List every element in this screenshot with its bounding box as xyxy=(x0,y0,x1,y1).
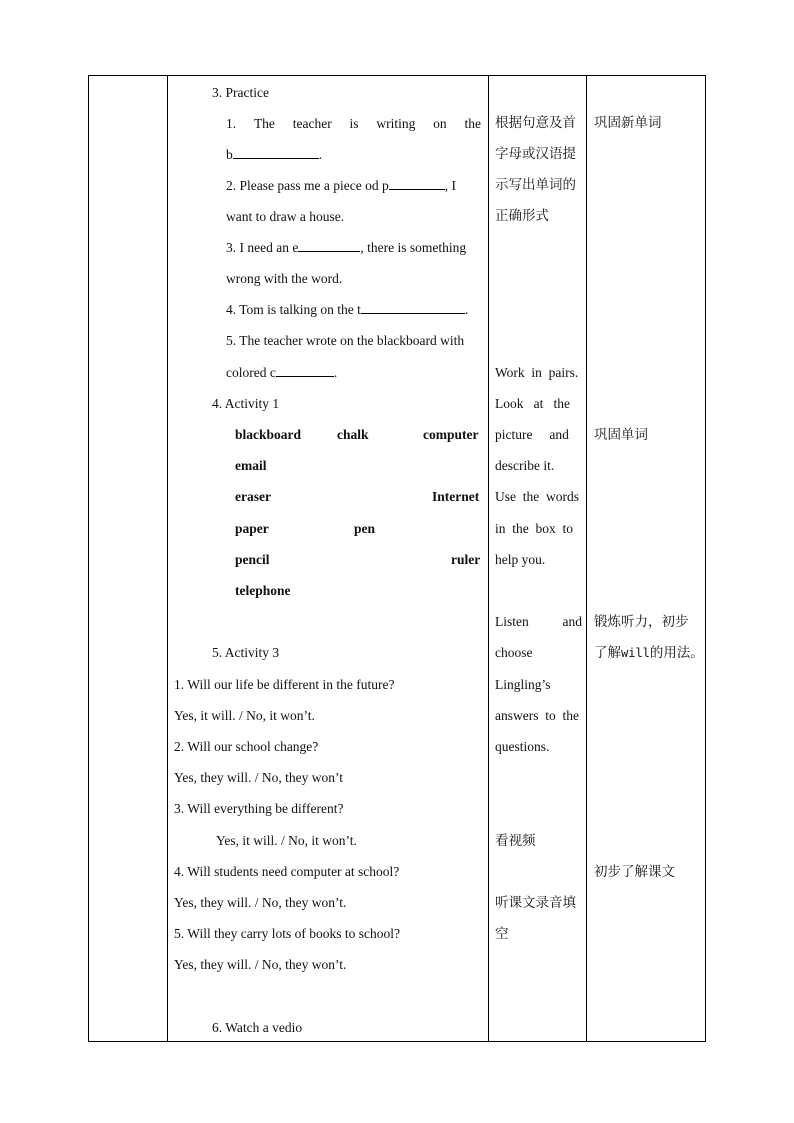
purpose-text: 了解 xyxy=(594,645,621,661)
purpose-note: 初步了解课文 xyxy=(594,864,675,880)
word-paper: paper xyxy=(235,521,269,536)
activity-note: Work in pairs. xyxy=(495,365,579,380)
q4-end: . xyxy=(464,302,469,317)
purpose-note: 巩固单词 xyxy=(594,427,648,443)
practice-q3-line2: wrong with the word. xyxy=(226,271,343,286)
purpose-note xyxy=(594,645,704,661)
q5-blank[interactable] xyxy=(276,365,334,377)
word-internet: Internet xyxy=(432,489,480,504)
activity1-heading: 4. Activity 1 xyxy=(212,396,280,411)
column-divider xyxy=(586,75,587,1042)
word-blackboard: blackboard xyxy=(235,427,302,442)
activity-note: Use the words xyxy=(495,489,579,504)
activity3-answer: Yes, they will. / No, they won’t. xyxy=(174,957,347,972)
activity3-answer: Yes, it will. / No, it won’t. xyxy=(174,708,315,723)
practice-q5-line2 xyxy=(226,365,337,381)
q1-letter: b xyxy=(226,147,233,162)
q1-blank[interactable] xyxy=(233,147,319,159)
activity-note: 看视频 xyxy=(495,833,536,849)
column-divider xyxy=(167,75,168,1042)
watch-heading: 6. Watch a vedio xyxy=(212,1020,303,1035)
practice-q1-line1 xyxy=(226,116,481,132)
word-ruler: ruler xyxy=(451,552,481,567)
practice-q2-line2: want to draw a house. xyxy=(226,209,345,224)
purpose-note: 巩固新单词 xyxy=(594,115,662,131)
table-border-top xyxy=(88,75,706,76)
q4-blank[interactable] xyxy=(361,302,465,314)
activity-note: 示写出单词的 xyxy=(495,177,576,193)
q1-word: writing xyxy=(376,116,416,131)
activity-note: Listen and xyxy=(495,614,582,629)
q1-word: The xyxy=(253,116,275,131)
activity-note: answers to the xyxy=(495,708,579,723)
activity3-question: 2. Will our school change? xyxy=(174,739,319,754)
q5-end: . xyxy=(333,365,338,380)
q4-text: 4. Tom is talking on the t xyxy=(226,302,361,317)
practice-q4 xyxy=(226,302,468,318)
practice-q3-line1 xyxy=(226,240,466,256)
activity3-answer: Yes, they will. / No, they won’t. xyxy=(174,895,347,910)
word-chalk: chalk xyxy=(337,427,369,442)
q1-word: on xyxy=(433,116,447,131)
activity3-heading: 5. Activity 3 xyxy=(212,645,280,660)
word-computer: computer xyxy=(423,427,479,442)
activity-note: 根据句意及首 xyxy=(495,115,576,131)
activity3-question: 1. Will our life be different in the future? xyxy=(174,677,395,692)
q2-text-end: , I xyxy=(444,178,456,193)
table-border-bottom xyxy=(88,1041,706,1042)
q3-blank[interactable] xyxy=(298,240,360,252)
purpose-keyword: will xyxy=(621,646,650,660)
activity-note: in the box to xyxy=(495,521,573,536)
word-pen: pen xyxy=(354,521,376,536)
word-eraser: eraser xyxy=(235,489,271,504)
table-border-right xyxy=(705,75,706,1042)
table-border-left xyxy=(88,75,89,1042)
practice-q5-line1: 5. The teacher wrote on the blackboard with xyxy=(226,333,465,348)
activity-note: help you. xyxy=(495,552,546,567)
activity-note: 正确形式 xyxy=(495,208,549,224)
q3-text-end: , there is something xyxy=(360,240,467,255)
activity-note: choose xyxy=(495,645,533,660)
q2-text: 2. Please pass me a piece od p xyxy=(226,178,389,193)
practice-heading: 3. Practice xyxy=(212,85,269,100)
word-email: email xyxy=(235,458,267,473)
q1-number: 1. xyxy=(226,116,237,131)
q2-blank[interactable] xyxy=(389,178,445,190)
q5-text: colored c xyxy=(226,365,276,380)
purpose-text: 的用法。 xyxy=(649,645,704,661)
practice-q2-line1 xyxy=(226,178,456,194)
activity3-question: 3. Will everything be different? xyxy=(174,801,344,816)
activity-note: questions. xyxy=(495,739,550,754)
q1-word: is xyxy=(349,116,359,131)
activity-note: picture and xyxy=(495,427,569,442)
q3-text: 3. I need an e xyxy=(226,240,299,255)
activity3-question: 4. Will students need computer at school? xyxy=(174,864,400,879)
activity-note: 字母或汉语提 xyxy=(495,146,576,162)
activity-note: Look at the xyxy=(495,396,570,411)
activity3-answer: Yes, it will. / No, it won’t. xyxy=(216,833,357,848)
purpose-note: 锻炼听力，初步 xyxy=(594,614,689,630)
activity-note: 空 xyxy=(495,926,509,942)
column-divider xyxy=(488,75,489,1042)
activity-note: 听课文录音填 xyxy=(495,895,576,911)
activity3-answer: Yes, they will. / No, they won’t xyxy=(174,770,344,785)
q1-word: teacher xyxy=(292,116,332,131)
activity-note: describe it. xyxy=(495,458,555,473)
word-telephone: telephone xyxy=(235,583,291,598)
q1-word: the xyxy=(464,116,481,131)
practice-q1-line2: b . xyxy=(226,147,323,162)
activity-note: Lingling’s xyxy=(495,677,551,692)
word-pencil: pencil xyxy=(235,552,270,567)
activity3-question: 5. Will they carry lots of books to school? xyxy=(174,926,401,941)
